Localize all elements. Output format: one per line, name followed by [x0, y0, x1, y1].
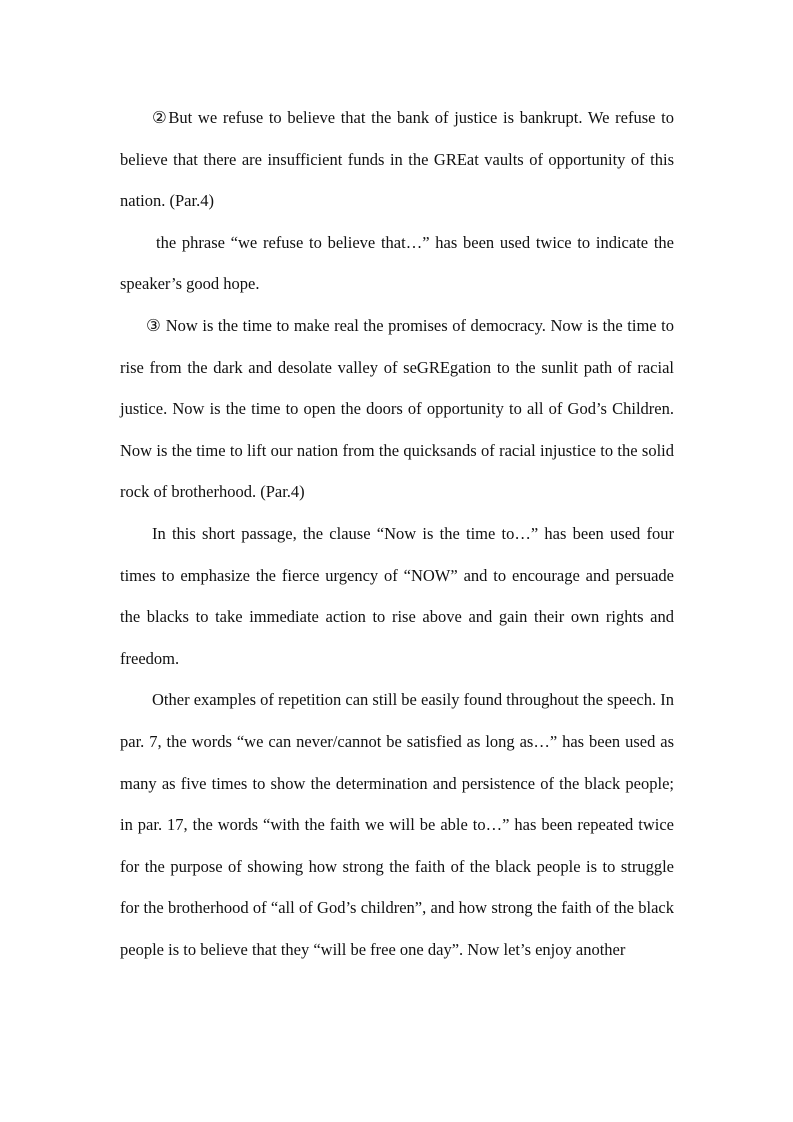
comment-paragraph-2: the phrase “we refuse to believe that…” has been used twice to indicate the speaker’s good hope.: [120, 232, 674, 294]
quote-paragraph-2: ②But we refuse to believe that the bank of justice is bankrupt. We refuse to believe that there are insufficient funds in the GREat vaults of opportunity of this nation. (Par.4): [120, 108, 674, 211]
body-text: [120, 97, 674, 970]
comment-paragraph-3: In this short passage, the clause “Now is the time to…” has been used four times to emphasize the fierce urgency of “NOW” and to encourage and persuade the blacks to take immediate action to rise above and gain their own rights and freedom.: [120, 523, 674, 668]
quote-paragraph-3: ③ Now is the time to make real the promises of democracy. Now is the time to rise from the dark and desolate valley of seGREgation to the sunlit path of racial justice. Now is the time to open the doors of opportunity to all of God’s Children. Now is the time to lift our nation from the quicksands of racial injustice to the solid rock of brotherhood. (Par.4): [120, 315, 674, 502]
other-examples-paragraph: Other examples of repetition can still be easily found throughout the speech. In par. 7, the words “we can never/cannot be satisfied as long as…” has been used as many as five times to show the determination and persistence of the black people; in par. 17, the words “with the faith we will be able to…” has been repeated twice for the purpose of showing how strong the faith of the black people is to struggle for the brotherhood of “all of God’s children”, and how strong the faith of the black people is to believe that they “will be free one day”. Now let’s enjoy another: [120, 690, 674, 959]
